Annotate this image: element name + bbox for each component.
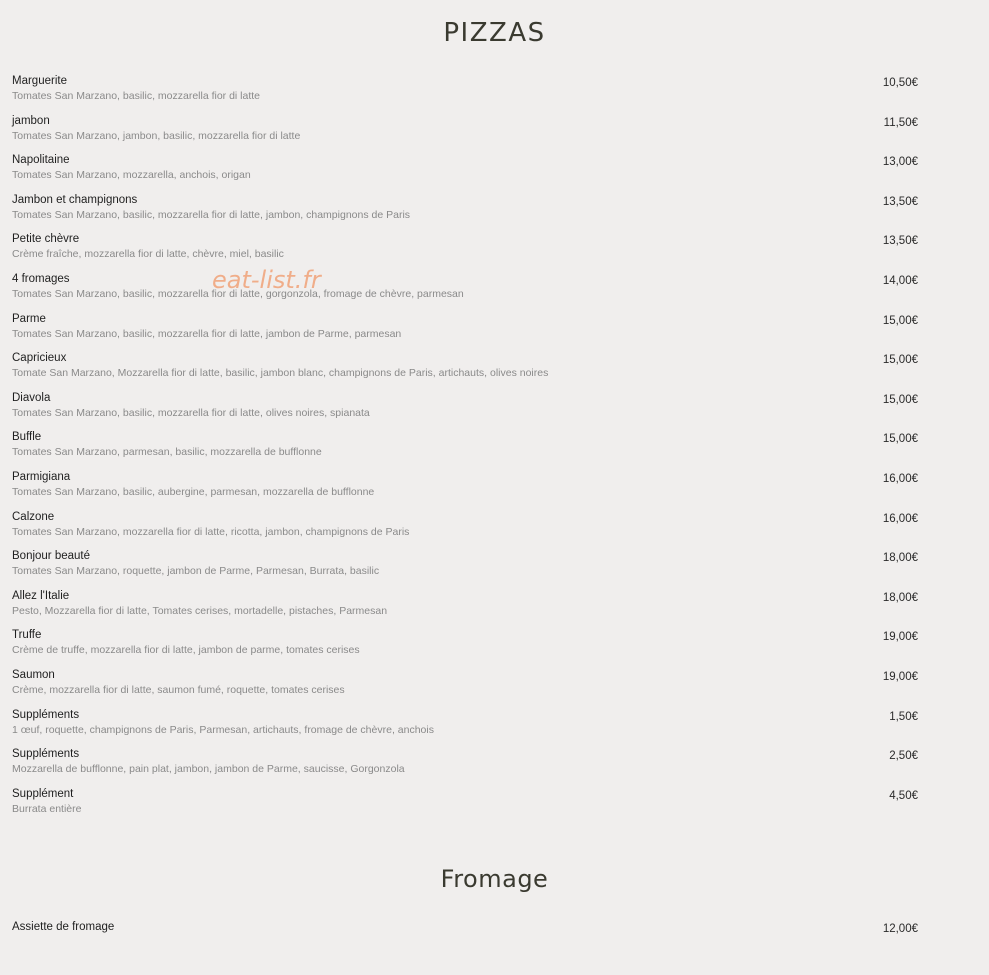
item-price: 15,00€ <box>882 314 918 327</box>
item-description: Tomates San Marzano, mozzarella fior di latte, ricotta, jambon, champignons de Paris <box>12 525 410 538</box>
item-description: Burrata entière <box>12 802 82 815</box>
item-name: Petite chèvre <box>12 233 80 246</box>
menu-item <box>12 351 918 391</box>
menu-item <box>12 747 918 787</box>
item-price: 16,00€ <box>882 472 918 485</box>
menu-item <box>12 549 918 589</box>
pizzas-section-title: PIZZAS <box>443 18 546 48</box>
item-name: Allez l'Italie <box>12 589 70 602</box>
menu-item <box>12 668 918 708</box>
menu-item <box>12 470 918 510</box>
item-name: Truffe <box>12 629 42 642</box>
item-price: 19,00€ <box>882 631 918 644</box>
menu-item <box>12 272 918 312</box>
item-description: Tomates San Marzano, roquette, jambon de Parme, Parmesan, Burrata, basilic <box>12 565 380 578</box>
item-price: 1,50€ <box>889 710 918 723</box>
item-description: Tomates San Marzano, basilic, mozzarella fior di latte, olives noires, spianata <box>12 406 370 419</box>
item-price: 2,50€ <box>889 750 918 763</box>
menu-item <box>12 510 918 550</box>
item-name: Calzone <box>12 510 55 523</box>
item-description: Tomates San Marzano, basilic, mozzarella fior di latte <box>12 90 261 102</box>
item-name: Assiette de fromage <box>12 921 115 933</box>
item-price: 15,00€ <box>882 433 918 446</box>
item-price: 16,00€ <box>882 512 918 525</box>
item-description: Tomates San Marzano, basilic, aubergine, parmesan, mozzarella de bufflonne <box>12 485 375 498</box>
item-name: Marguerite <box>12 75 67 87</box>
item-name: Jambon et champignons <box>12 193 138 206</box>
menu-item <box>12 589 918 629</box>
item-description: Crème fraîche, mozzarella fior di latte, chèvre, miel, basilic <box>12 248 284 261</box>
item-description: Tomates San Marzano, parmesan, basilic, mozzarella de bufflonne <box>12 446 322 459</box>
item-description: Crème, mozzarella fior di latte, saumon fumé, roquette, tomates cerises <box>12 683 345 696</box>
item-name: Suppléments <box>12 708 80 721</box>
item-name: Bonjour beauté <box>12 550 91 563</box>
item-price: 18,00€ <box>882 591 918 604</box>
item-name: Parmigiana <box>12 470 71 483</box>
fromage-menu-list <box>12 920 918 960</box>
item-price: 15,00€ <box>882 354 918 367</box>
item-name: jambon <box>12 114 50 127</box>
menu-item <box>12 430 918 470</box>
menu-item <box>12 312 918 352</box>
item-description: Mozzarella de bufflonne, pain plat, jambon, jambon de Parme, saucisse, Gorgonzola <box>12 763 405 776</box>
item-price: 10,50€ <box>882 77 918 89</box>
item-price: 13,00€ <box>882 156 918 169</box>
watermark-text: eat-list.fr <box>212 266 321 294</box>
pizza-menu-list <box>12 74 918 826</box>
item-description: Tomates San Marzano, jambon, basilic, mozzarella fior di latte <box>12 129 301 142</box>
item-name: Capricieux <box>12 352 67 365</box>
item-name: Diavola <box>12 391 51 404</box>
item-price: 11,50€ <box>883 116 918 129</box>
item-description: Tomates San Marzano, basilic, mozzarella fior di latte, jambon, champignons de Paris <box>12 208 411 221</box>
item-price: 12,00€ <box>882 923 918 935</box>
item-price: 18,00€ <box>882 552 918 565</box>
menu-item <box>12 232 918 272</box>
item-name: 4 fromages <box>12 272 70 285</box>
item-price: 13,50€ <box>882 195 918 208</box>
item-description: Tomates San Marzano, mozzarella, anchois, origan <box>12 169 251 182</box>
menu-item <box>12 628 918 668</box>
item-name: Saumon <box>12 668 55 681</box>
menu-item <box>12 708 918 748</box>
menu-item <box>12 193 918 233</box>
item-description: 1 œuf, roquette, champignons de Paris, Parmesan, artichauts, fromage de chèvre, anchois <box>12 723 434 736</box>
item-name: Buffle <box>12 431 42 444</box>
menu-item <box>12 391 918 431</box>
item-description: Tomates San Marzano, basilic, mozzarella fior di latte, gorgonzola, fromage de chèvre, parmesan <box>12 287 464 300</box>
menu-item <box>12 153 918 193</box>
item-price: 13,50€ <box>882 235 918 248</box>
fromage-section-title: Fromage <box>440 865 549 893</box>
menu-item <box>12 114 918 154</box>
item-description: Tomate San Marzano, Mozzarella fior di latte, basilic, jambon blanc, champignons de Paris, artichauts, olives noires <box>12 367 549 380</box>
item-name: Supplément <box>12 787 74 800</box>
item-name: Parme <box>12 312 46 325</box>
menu-item <box>12 787 918 827</box>
menu-item <box>12 74 918 114</box>
item-price: 19,00€ <box>882 670 918 683</box>
item-price: 4,50€ <box>889 789 918 802</box>
item-description: Crème de truffe, mozzarella fior di latte, jambon de parme, tomates cerises <box>12 644 360 657</box>
item-name: Napolitaine <box>12 154 70 167</box>
item-price: 14,00€ <box>882 274 918 287</box>
menu-item <box>12 920 918 960</box>
item-description: Pesto, Mozzarella fior di latte, Tomates cerises, mortadelle, pistaches, Parmesan <box>12 604 388 617</box>
item-name: Suppléments <box>12 748 80 761</box>
item-description: Tomates San Marzano, basilic, mozzarella fior di latte, jambon de Parme, parmesan <box>12 327 402 340</box>
item-price: 15,00€ <box>882 393 918 406</box>
